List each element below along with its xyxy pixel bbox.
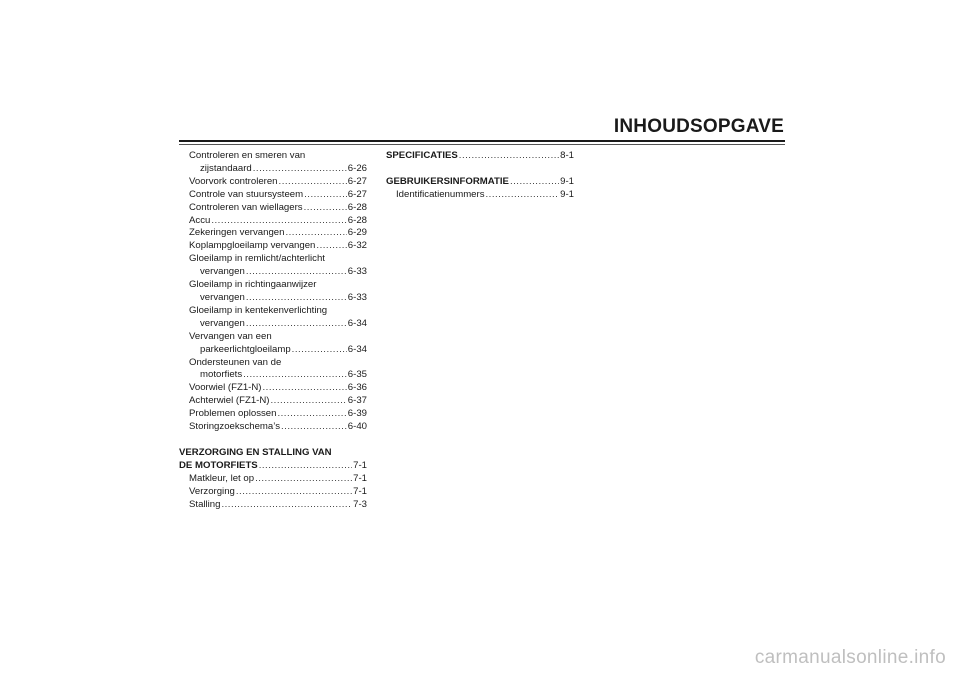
dot-leader	[255, 473, 352, 486]
toc-page-number: 6-34	[347, 317, 367, 329]
toc-entry[interactable]	[179, 369, 367, 382]
watermark-text: carmanualsonline.info	[754, 647, 946, 668]
toc-page-number: 7-3	[353, 498, 367, 510]
toc-page-number: 6-39	[347, 408, 367, 420]
toc-page-number: 6-27	[347, 188, 367, 200]
toc-entry[interactable]	[179, 499, 367, 512]
toc-page-number: 6-33	[347, 266, 367, 278]
toc-entry-text: Ondersteunen van de	[189, 356, 282, 368]
toc-page-number: 6-40	[347, 421, 367, 433]
toc-entry[interactable]	[179, 318, 367, 331]
dot-leader	[285, 227, 346, 240]
toc-entry-text: vervangen	[200, 291, 245, 303]
toc-entry[interactable]	[179, 408, 367, 421]
dot-leader	[304, 189, 347, 202]
toc-entry-text: Controle van stuursysteem	[189, 188, 304, 200]
toc-entry[interactable]	[386, 189, 574, 202]
toc-page-number: 6-27	[347, 175, 367, 187]
toc-page-number: 6-35	[347, 369, 367, 381]
toc-page-number: 6-37	[347, 395, 367, 407]
toc-entry-text: zijstandaard	[200, 162, 252, 174]
toc-entry-text: Vervangen van een	[189, 330, 272, 342]
dot-leader	[263, 382, 347, 395]
toc-chapter-heading: VERZORGING EN STALLING VAN	[179, 446, 332, 458]
dot-leader	[259, 460, 352, 473]
dot-leader	[246, 318, 347, 331]
toc-entry[interactable]	[179, 473, 367, 486]
toc-chapter-entry[interactable]	[386, 176, 574, 189]
toc-page-number: 9-1	[560, 188, 574, 200]
toc-chapter-entry[interactable]	[386, 150, 574, 163]
dot-leader	[246, 266, 347, 279]
toc-entry-text: Controleren van wiellagers	[189, 201, 303, 213]
dot-leader	[304, 202, 347, 215]
toc-entry-text: Achterwiel (FZ1-N)	[189, 395, 270, 407]
dot-leader	[271, 395, 347, 408]
toc-entry-text: Accu	[189, 214, 211, 226]
toc-entry[interactable]	[179, 266, 367, 279]
toc-entry-text: Zekeringen vervangen	[189, 227, 285, 239]
toc-entry-text: Problemen oplossen	[189, 408, 277, 420]
toc-chapter-text: GEBRUIKERSINFORMATIE	[386, 175, 509, 187]
dot-leader	[277, 408, 346, 421]
toc-entry[interactable]	[179, 189, 367, 202]
toc-entry[interactable]	[179, 486, 367, 499]
dot-leader	[236, 486, 352, 499]
dot-leader	[243, 369, 347, 382]
toc-entry[interactable]	[179, 292, 367, 305]
title-rule-thin	[179, 144, 785, 145]
toc-page-number: 7-1	[353, 485, 367, 497]
toc-entry[interactable]	[179, 395, 367, 408]
toc-page-number: 6-32	[347, 240, 367, 252]
toc-entry-text: Storingzoekschema’s	[189, 421, 281, 433]
toc-page-number: 9-1	[560, 175, 574, 187]
toc-entry-text: Koplampgloeilamp vervangen	[189, 240, 316, 252]
toc-entry[interactable]	[179, 227, 367, 240]
dot-leader	[486, 189, 560, 202]
toc-entry-text: Identificatienummers	[396, 188, 485, 200]
toc-entry[interactable]	[179, 421, 367, 434]
toc-chapter-text: SPECIFICATIES	[386, 150, 458, 161]
toc-page-number: 6-34	[347, 343, 367, 355]
toc-entry-text: Stalling	[189, 498, 221, 510]
title-rule	[179, 140, 785, 142]
toc-entry-text: parkeerlichtgloeilamp	[200, 343, 291, 355]
toc-page-number: 6-26	[347, 162, 367, 174]
toc-entry-text: Gloeilamp in remlicht/achterlicht	[189, 253, 325, 265]
toc-entry-text: vervangen	[200, 317, 245, 329]
toc-left-column	[179, 150, 367, 511]
toc-page-number: 7-1	[353, 459, 367, 471]
toc-page-number: 6-33	[347, 291, 367, 303]
dot-leader	[316, 240, 346, 253]
page-title: INHOUDSOPGAVE	[613, 116, 784, 137]
toc-entry[interactable]	[179, 163, 367, 176]
dot-leader	[253, 163, 347, 176]
toc-right-column	[386, 150, 574, 202]
toc-entry[interactable]	[179, 176, 367, 189]
section-gap	[179, 434, 367, 447]
dot-leader	[221, 499, 352, 512]
section-gap	[386, 163, 574, 176]
dot-leader	[211, 215, 346, 228]
toc-page-number: 6-28	[347, 214, 367, 226]
toc-entry[interactable]	[179, 202, 367, 215]
toc-entry-text: Matkleur, let op	[189, 472, 255, 484]
toc-page-number: 6-36	[347, 382, 367, 394]
toc-entry-text: vervangen	[200, 266, 245, 278]
toc-chapter-text: DE MOTORFIETS	[179, 459, 258, 471]
toc-entry[interactable]	[179, 382, 367, 395]
toc-entry[interactable]	[179, 215, 367, 228]
toc-page-number: 6-29	[347, 227, 367, 239]
toc-entry-text: motorfiets	[200, 369, 243, 381]
toc-entry-text: Verzorging	[189, 485, 235, 497]
dot-leader	[459, 150, 559, 163]
toc-entry[interactable]	[179, 344, 367, 357]
toc-entry-text: Controleren en smeren van	[189, 150, 306, 161]
dot-leader	[510, 176, 559, 189]
toc-entry-text: Voorwiel (FZ1-N)	[189, 382, 262, 394]
toc-entry-text: Gloeilamp in richtingaanwijzer	[189, 279, 317, 291]
toc-chapter-entry[interactable]	[179, 460, 367, 473]
toc-page-number: 7-1	[353, 472, 367, 484]
dot-leader	[246, 292, 347, 305]
toc-page-number: 6-28	[347, 201, 367, 213]
toc-page-number: 8-1	[560, 150, 574, 161]
dot-leader	[281, 421, 347, 434]
toc-entry[interactable]	[179, 240, 367, 253]
dot-leader	[292, 344, 347, 357]
dot-leader	[279, 176, 347, 189]
toc-entry-text: Gloeilamp in kentekenverlichting	[189, 304, 328, 316]
toc-entry-text: Voorvork controleren	[189, 175, 278, 187]
